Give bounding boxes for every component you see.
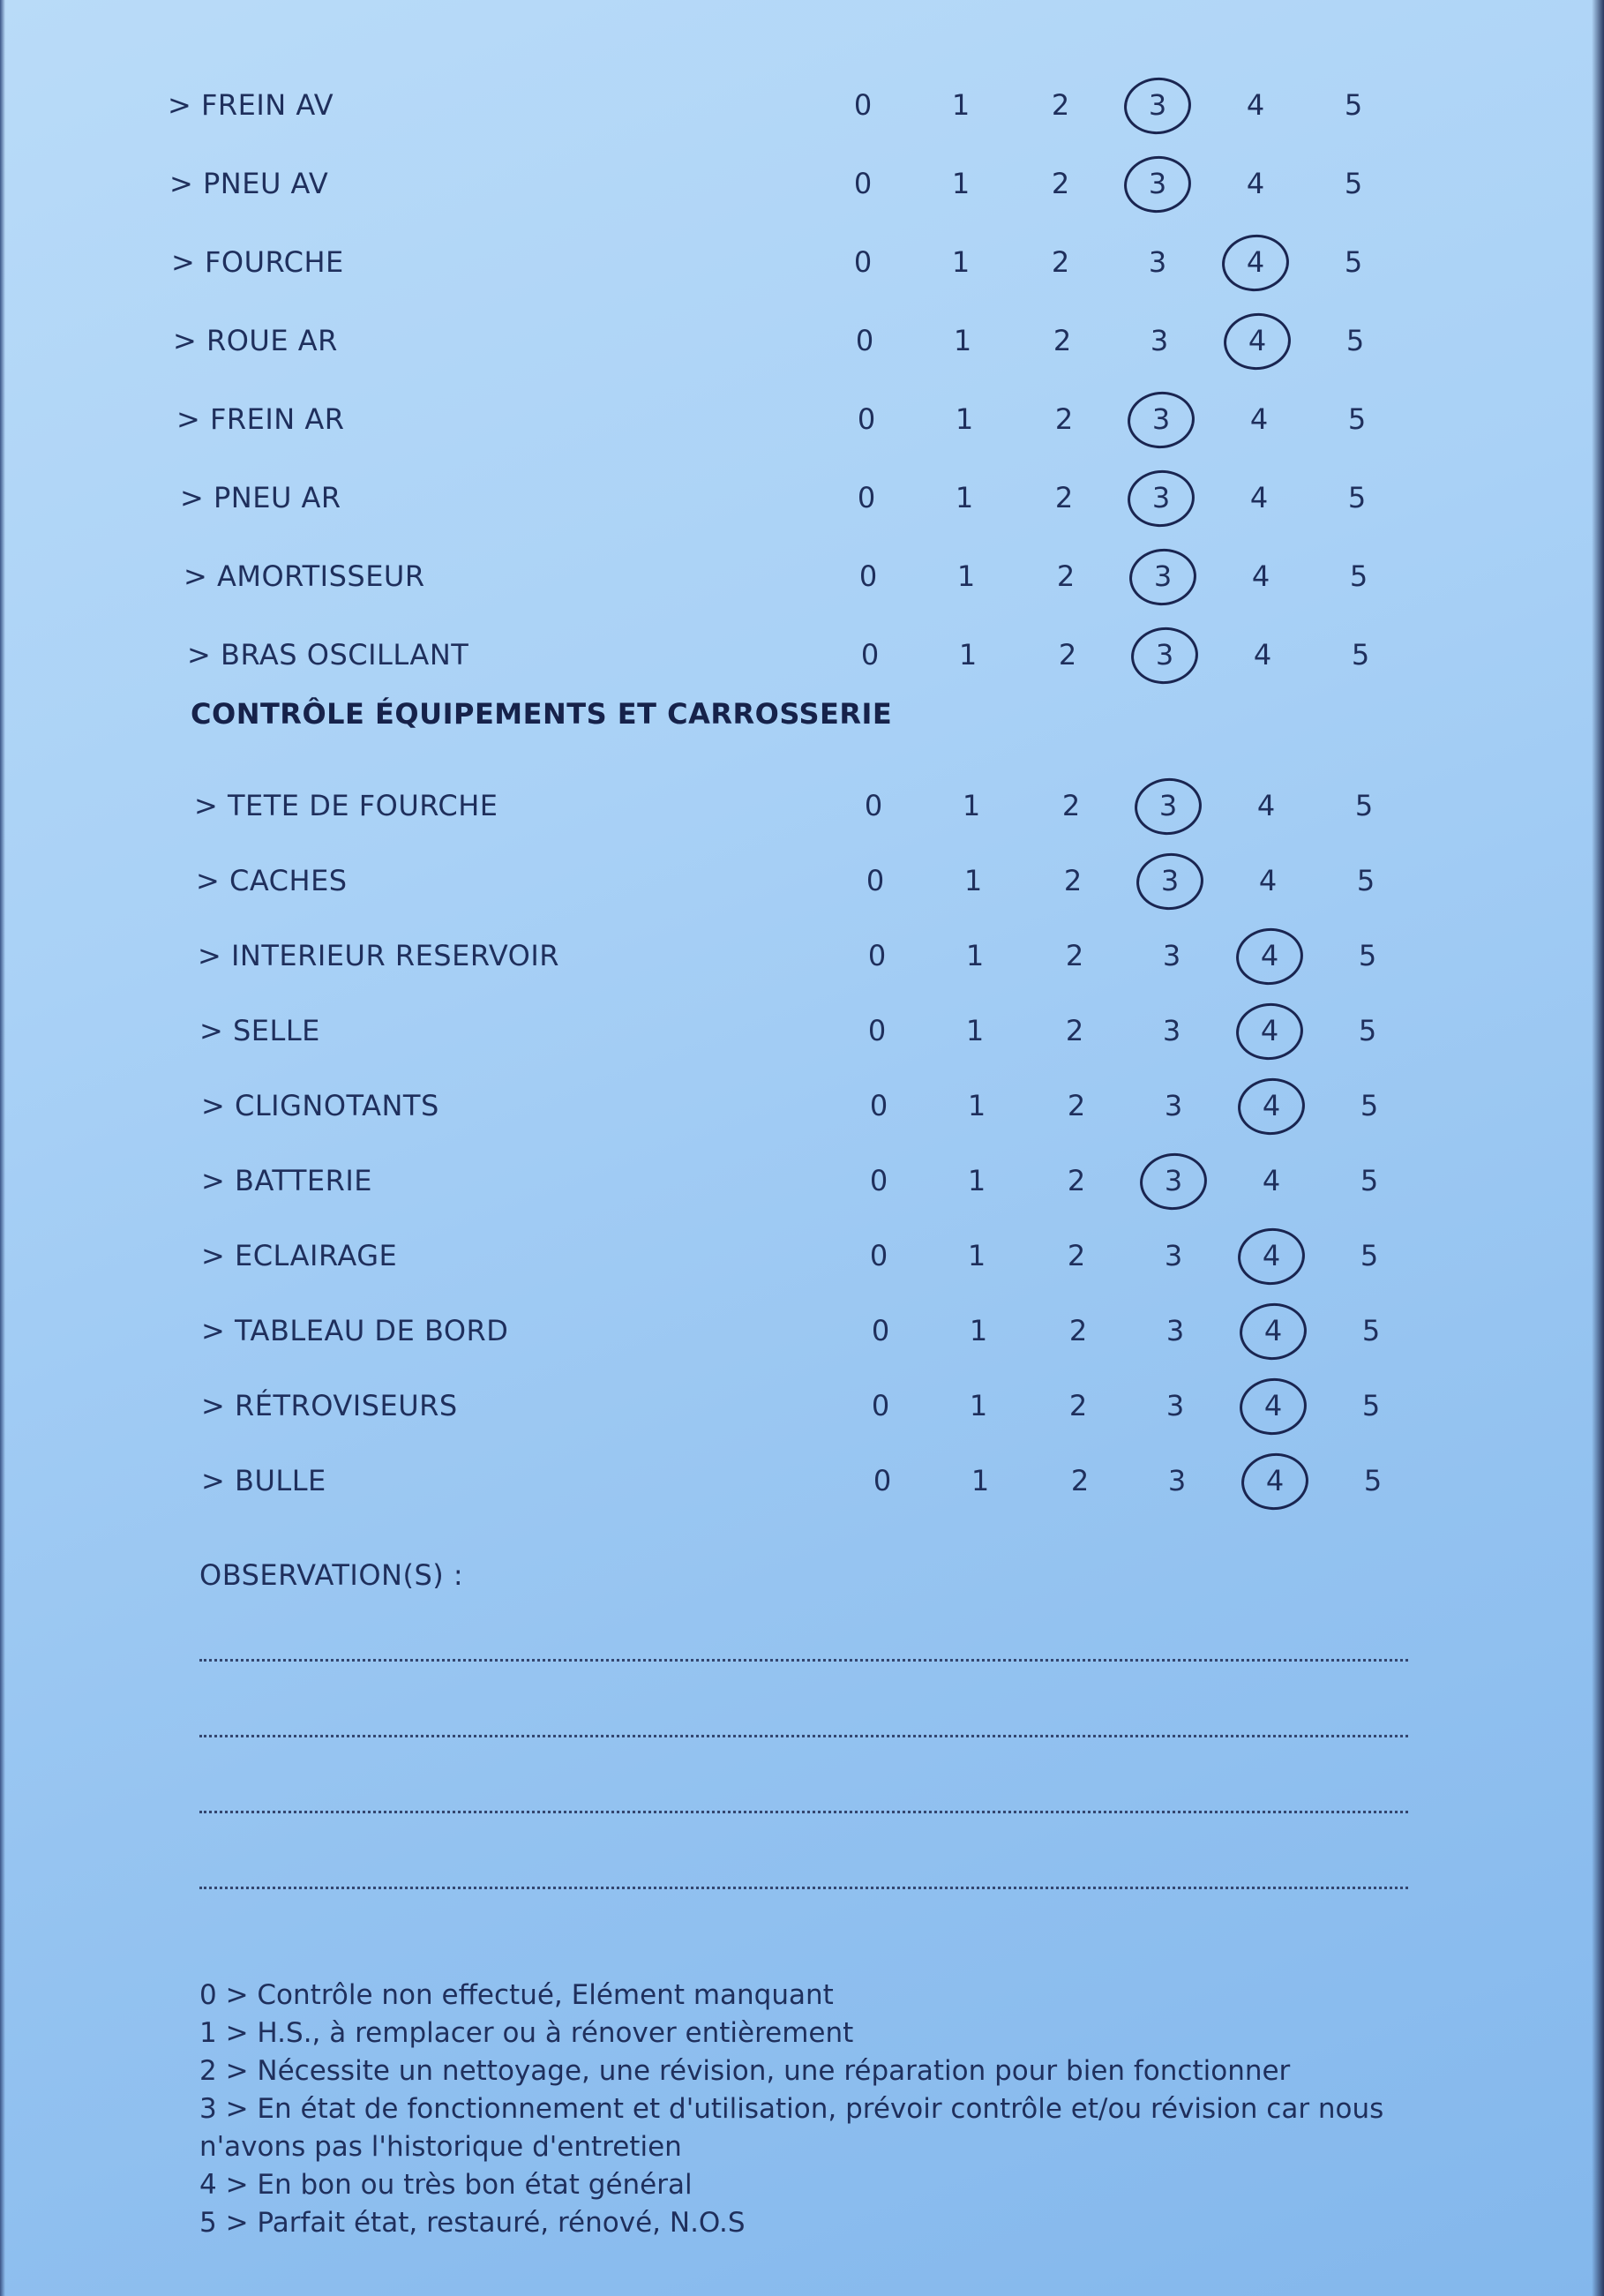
score-option-1[interactable]: 1 <box>963 864 983 897</box>
score-option-5[interactable]: 5 <box>1344 167 1363 200</box>
rating-row-label: > BATTERIE <box>201 1164 372 1197</box>
rating-row-label: > INTERIEUR RESERVOIR <box>198 939 559 972</box>
score-option-4[interactable]: 4 <box>1254 1239 1289 1272</box>
score-option-3[interactable]: 3 <box>1147 638 1182 672</box>
score-option-4[interactable]: 4 <box>1249 481 1269 514</box>
score-option-2[interactable]: 2 <box>1056 559 1076 593</box>
score-option-2[interactable]: 2 <box>1068 1389 1088 1422</box>
score-option-4[interactable]: 4 <box>1246 88 1265 122</box>
observation-line[interactable] <box>199 1735 1408 1737</box>
score-option-4[interactable]: 4 <box>1252 939 1287 972</box>
rating-row-label: > FOURCHE <box>171 245 344 279</box>
score-option-0[interactable]: 0 <box>857 402 876 436</box>
score-option-5[interactable]: 5 <box>1358 939 1377 972</box>
score-option-2[interactable]: 2 <box>1053 324 1072 357</box>
rating-row-label: > FREIN AR <box>176 402 345 436</box>
rating-row-label: > ECLAIRAGE <box>201 1239 398 1272</box>
score-option-4[interactable]: 4 <box>1262 1164 1281 1197</box>
rating-row <box>0 1148 1604 1210</box>
score-option-3[interactable]: 3 <box>1167 1464 1187 1497</box>
rating-row-label: > SELLE <box>199 1014 320 1047</box>
rating-row-label: > AMORTISSEUR <box>184 559 425 593</box>
score-option-3[interactable]: 3 <box>1152 864 1188 897</box>
score-option-5[interactable]: 5 <box>1345 324 1365 357</box>
score-option-3[interactable]: 3 <box>1162 1014 1181 1047</box>
score-option-2[interactable]: 2 <box>1054 402 1074 436</box>
score-option-4[interactable]: 4 <box>1240 324 1275 357</box>
score-option-2[interactable]: 2 <box>1067 1089 1086 1122</box>
score-option-5[interactable]: 5 <box>1344 88 1363 122</box>
score-option-5[interactable]: 5 <box>1361 1389 1381 1422</box>
score-option-3[interactable]: 3 <box>1164 1089 1183 1122</box>
score-option-5[interactable]: 5 <box>1347 402 1367 436</box>
score-option-0[interactable]: 0 <box>864 789 883 822</box>
score-option-2[interactable]: 2 <box>1065 1014 1084 1047</box>
score-option-2[interactable]: 2 <box>1054 481 1074 514</box>
rating-row <box>0 1073 1604 1135</box>
observations-label: OBSERVATION(S) : <box>199 1558 464 1592</box>
score-option-2[interactable]: 2 <box>1070 1464 1090 1497</box>
score-option-5[interactable]: 5 <box>1360 1164 1379 1197</box>
score-option-1[interactable]: 1 <box>962 789 981 822</box>
score-option-0[interactable]: 0 <box>866 864 885 897</box>
rating-row-label: > BRAS OSCILLANT <box>187 638 469 672</box>
observation-line[interactable] <box>199 1811 1408 1813</box>
rating-legend <box>199 1977 1435 2242</box>
score-option-4[interactable]: 4 <box>1256 789 1276 822</box>
score-option-0[interactable]: 0 <box>857 481 876 514</box>
score-option-3[interactable]: 3 <box>1156 1164 1191 1197</box>
score-option-3[interactable]: 3 <box>1148 245 1167 279</box>
score-option-1[interactable]: 1 <box>956 559 976 593</box>
legend-line: 4 > En bon ou très bon état général <box>199 2169 693 2201</box>
score-option-2[interactable]: 2 <box>1063 864 1083 897</box>
score-option-1[interactable]: 1 <box>951 167 971 200</box>
score-option-2[interactable]: 2 <box>1068 1314 1088 1347</box>
score-option-4[interactable]: 4 <box>1258 864 1278 897</box>
score-option-2[interactable]: 2 <box>1067 1164 1086 1197</box>
score-option-0[interactable]: 0 <box>869 1089 888 1122</box>
rating-row-label: > CLIGNOTANTS <box>201 1089 439 1122</box>
score-option-0[interactable]: 0 <box>858 559 878 593</box>
score-option-0[interactable]: 0 <box>853 245 873 279</box>
score-option-0[interactable]: 0 <box>855 324 874 357</box>
rating-row <box>0 544 1604 605</box>
score-option-2[interactable]: 2 <box>1067 1239 1086 1272</box>
score-option-3[interactable]: 3 <box>1150 324 1169 357</box>
rating-row <box>0 72 1604 134</box>
score-option-3[interactable]: 3 <box>1143 402 1179 436</box>
observation-line[interactable] <box>199 1659 1408 1662</box>
score-option-1[interactable]: 1 <box>953 324 972 357</box>
score-option-0[interactable]: 0 <box>867 939 887 972</box>
rating-row <box>0 465 1604 527</box>
score-option-1[interactable]: 1 <box>955 402 974 436</box>
score-option-4[interactable]: 4 <box>1238 245 1273 279</box>
score-option-4[interactable]: 4 <box>1253 638 1272 672</box>
legend-line: 3 > En état de fonctionnement et d'utilisation, prévoir contrôle et/ou révision car nous <box>199 2093 1384 2125</box>
score-option-0[interactable]: 0 <box>867 1014 887 1047</box>
score-option-5[interactable]: 5 <box>1344 245 1363 279</box>
score-option-0[interactable]: 0 <box>869 1239 888 1272</box>
score-option-0[interactable]: 0 <box>853 88 873 122</box>
score-option-3[interactable]: 3 <box>1143 481 1179 514</box>
score-option-5[interactable]: 5 <box>1349 559 1368 593</box>
rating-row <box>0 1373 1604 1435</box>
score-option-1[interactable]: 1 <box>967 1089 986 1122</box>
score-option-1[interactable]: 1 <box>967 1239 986 1272</box>
score-option-1[interactable]: 1 <box>958 638 978 672</box>
score-option-4[interactable]: 4 <box>1255 1389 1291 1422</box>
score-option-1[interactable]: 1 <box>967 1164 986 1197</box>
score-option-2[interactable]: 2 <box>1058 638 1077 672</box>
score-option-5[interactable]: 5 <box>1356 864 1375 897</box>
legend-line: n'avons pas l'historique d'entretien <box>199 2131 682 2163</box>
score-option-0[interactable]: 0 <box>873 1464 892 1497</box>
score-option-0[interactable]: 0 <box>871 1314 890 1347</box>
score-option-5[interactable]: 5 <box>1363 1464 1383 1497</box>
score-option-1[interactable]: 1 <box>951 245 971 279</box>
score-option-4[interactable]: 4 <box>1246 167 1265 200</box>
rating-row-label: > PNEU AV <box>169 167 329 200</box>
legend-line: 2 > Nécessite un nettoyage, une révision, une réparation pour bien fonctionner <box>199 2055 1291 2087</box>
rating-row-label: > RÉTROVISEURS <box>201 1389 458 1422</box>
score-option-2[interactable]: 2 <box>1051 245 1070 279</box>
rating-row <box>0 229 1604 291</box>
score-option-5[interactable]: 5 <box>1360 1239 1379 1272</box>
observation-line[interactable] <box>199 1887 1408 1889</box>
score-option-3[interactable]: 3 <box>1145 559 1181 593</box>
score-option-1[interactable]: 1 <box>951 88 971 122</box>
score-option-3[interactable]: 3 <box>1166 1314 1185 1347</box>
score-option-5[interactable]: 5 <box>1361 1314 1381 1347</box>
score-option-4[interactable]: 4 <box>1249 402 1269 436</box>
rating-row <box>0 1223 1604 1285</box>
rating-row <box>0 923 1604 985</box>
rating-row <box>0 773 1604 835</box>
rating-row <box>0 998 1604 1060</box>
score-option-5[interactable]: 5 <box>1360 1089 1379 1122</box>
score-option-3[interactable]: 3 <box>1164 1239 1183 1272</box>
section-title: CONTRÔLE ÉQUIPEMENTS ET CARROSSERIE <box>191 697 893 731</box>
score-option-0[interactable]: 0 <box>853 167 873 200</box>
score-option-3[interactable]: 3 <box>1166 1389 1185 1422</box>
rating-row <box>0 848 1604 910</box>
score-option-4[interactable]: 4 <box>1257 1464 1293 1497</box>
score-option-0[interactable]: 0 <box>860 638 880 672</box>
legend-line: 5 > Parfait état, restauré, rénové, N.O.S <box>199 2207 746 2239</box>
rating-row-label: > ROUE AR <box>173 324 338 357</box>
score-option-5[interactable]: 5 <box>1354 789 1374 822</box>
score-option-3[interactable]: 3 <box>1151 789 1186 822</box>
score-option-1[interactable]: 1 <box>969 1314 988 1347</box>
rating-row <box>0 151 1604 213</box>
rating-row-label: > TETE DE FOURCHE <box>194 789 498 822</box>
score-option-3[interactable]: 3 <box>1140 88 1175 122</box>
score-option-1[interactable]: 1 <box>955 481 974 514</box>
rating-row-label: > CACHES <box>196 864 348 897</box>
score-option-3[interactable]: 3 <box>1140 167 1175 200</box>
score-option-4[interactable]: 4 <box>1255 1314 1291 1347</box>
rating-row <box>0 1298 1604 1360</box>
legend-line: 1 > H.S., à remplacer ou à rénover entièrement <box>199 2017 854 2049</box>
score-option-5[interactable]: 5 <box>1358 1014 1377 1047</box>
score-option-3[interactable]: 3 <box>1162 939 1181 972</box>
score-option-1[interactable]: 1 <box>965 939 985 972</box>
score-option-1[interactable]: 1 <box>965 1014 985 1047</box>
legend-line: 0 > Contrôle non effectué, Elément manquant <box>199 1979 834 2011</box>
score-option-2[interactable]: 2 <box>1051 88 1070 122</box>
score-option-2[interactable]: 2 <box>1061 789 1081 822</box>
score-option-5[interactable]: 5 <box>1351 638 1370 672</box>
rating-row <box>0 386 1604 448</box>
rating-row <box>0 308 1604 370</box>
score-option-4[interactable]: 4 <box>1254 1089 1289 1122</box>
score-option-5[interactable]: 5 <box>1347 481 1367 514</box>
score-option-1[interactable]: 1 <box>969 1389 988 1422</box>
score-option-1[interactable]: 1 <box>971 1464 990 1497</box>
rating-row <box>0 1448 1604 1510</box>
score-option-0[interactable]: 0 <box>871 1389 890 1422</box>
rating-row-label: > PNEU AR <box>180 481 341 514</box>
rating-row <box>0 622 1604 684</box>
score-option-0[interactable]: 0 <box>869 1164 888 1197</box>
rating-row-label: > BULLE <box>201 1464 326 1497</box>
rating-row-label: > TABLEAU DE BORD <box>201 1314 509 1347</box>
score-option-2[interactable]: 2 <box>1051 167 1070 200</box>
rating-row-label: > FREIN AV <box>168 88 334 122</box>
score-option-2[interactable]: 2 <box>1065 939 1084 972</box>
score-option-4[interactable]: 4 <box>1251 559 1270 593</box>
score-option-4[interactable]: 4 <box>1252 1014 1287 1047</box>
